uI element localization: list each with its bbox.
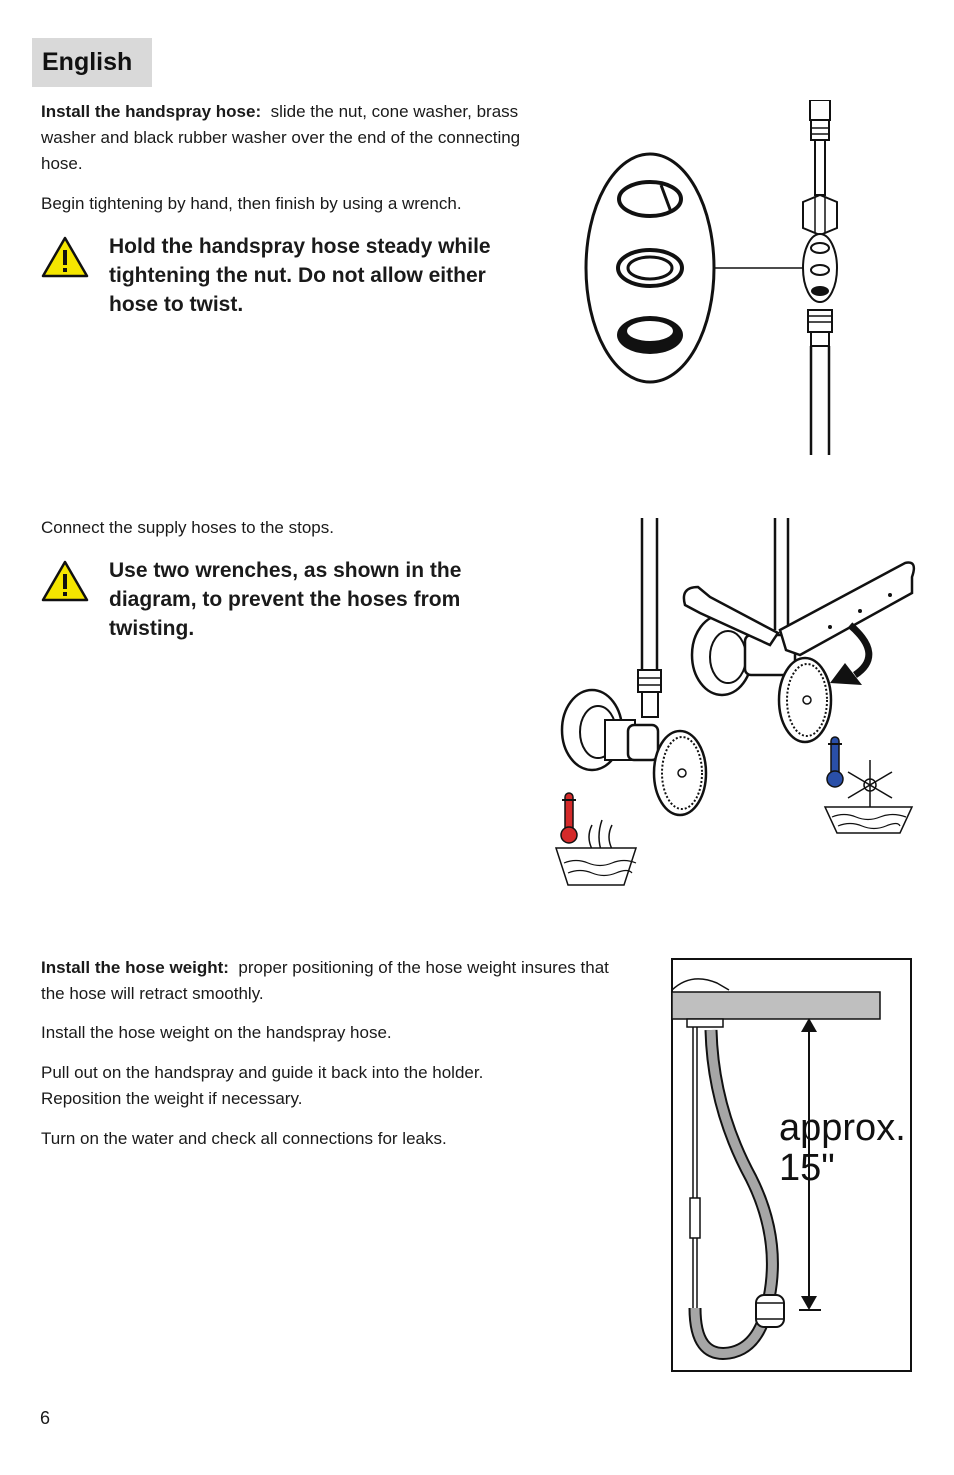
page-number: 6 <box>40 1408 51 1428</box>
warning-text-1: Hold the handspray hose steady while tightening the nut. Do not allow either hose to twist. <box>109 235 491 316</box>
section-body-hose-weight: proper positioning of the hose weight insures that the hose will retract smoothly. <box>41 958 609 1003</box>
check-leaks-text: Turn on the water and check all connections for leaks. <box>41 1129 447 1148</box>
warning-triangle-icon <box>41 236 89 278</box>
section-title-hose-weight: Install the hose weight: <box>41 958 229 977</box>
dimension-label <box>779 1108 906 1188</box>
section-title-handspray: Install the handspray hose: <box>41 102 262 121</box>
dimension-label-line2: 15" <box>779 1147 835 1189</box>
pull-out-text: Pull out on the handspray and guide it back into the holder. Reposition the weight if necessary. <box>41 1063 484 1108</box>
supply-stops-diagram <box>550 515 920 890</box>
connect-supply-text: Connect the supply hoses to the stops. <box>41 518 334 537</box>
language-tab: English <box>32 38 152 87</box>
warning-text-2: Use two wrenches, as shown in the diagram, to prevent the hoses from twisting. <box>109 559 462 640</box>
warning-block-2 <box>41 560 481 643</box>
tightening-note: Begin tightening by hand, then finish by using a wrench. <box>41 194 462 213</box>
washer-assembly-diagram <box>575 100 875 460</box>
warning-triangle-icon <box>41 560 89 602</box>
warning-block-1 <box>41 236 501 319</box>
hose-weight-diagram <box>671 958 912 1372</box>
section-body-handspray: slide the nut, cone washer, brass washer and black rubber washer over the end of the connecting hose. <box>41 102 521 173</box>
hose-weight-instructions <box>41 955 611 1007</box>
install-weight-text: Install the hose weight on the handspray hose. <box>41 1023 392 1042</box>
dimension-label-line1: approx. <box>779 1107 906 1149</box>
handspray-hose-instructions <box>41 99 521 177</box>
